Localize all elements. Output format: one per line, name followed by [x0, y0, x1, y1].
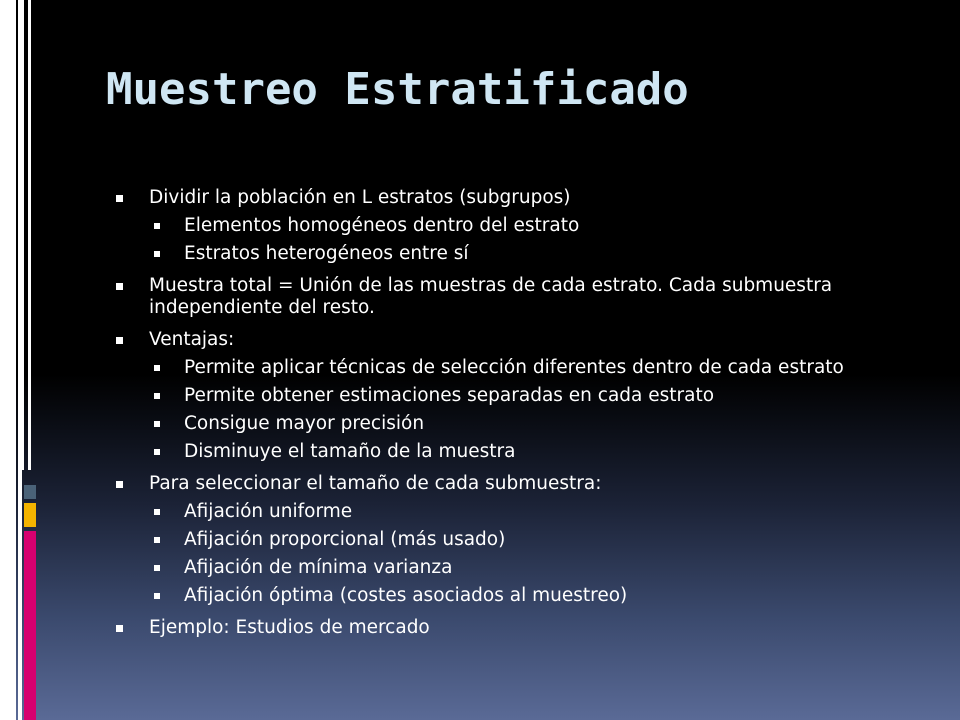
sub-list [149, 357, 904, 463]
sub-list-item-text: Permite obtener estimaciones separadas en cada estrato [184, 385, 715, 406]
hollow-square-bullet-icon [154, 365, 160, 371]
sub-list-item [114, 501, 904, 523]
list-item [114, 473, 904, 607]
left-accent-bar [18, 0, 24, 470]
accent-block-yellow [24, 503, 36, 527]
sub-list [149, 215, 904, 265]
left-accent-bar [0, 0, 16, 470]
sub-list-item [114, 529, 904, 551]
list-item-text: Muestra total = Unión de las muestras de cada estrato. Cada submuestra independiente del resto. [149, 275, 833, 318]
list-item [114, 187, 904, 265]
sub-list-item [114, 357, 904, 379]
sub-list-item [114, 385, 904, 407]
sub-list-item [114, 557, 904, 579]
hollow-square-bullet-icon [154, 251, 160, 257]
sub-list-item-text: Disminuye el tamaño de la muestra [184, 441, 516, 462]
list-item-text: Dividir la población en L estratos (subgrupos) [149, 187, 571, 208]
square-bullet-icon [116, 195, 123, 202]
left-accent-bar [0, 470, 16, 720]
list-item-text: Ventajas: [149, 329, 235, 350]
hollow-square-bullet-icon [154, 537, 160, 543]
slide-body [114, 187, 904, 649]
sub-list-item-text: Permite aplicar técnicas de selección diferentes dentro de cada estrato [184, 357, 844, 378]
hollow-square-bullet-icon [154, 421, 160, 427]
sub-list-item-text: Estratos heterogéneos entre sí [184, 243, 469, 264]
square-bullet-icon [116, 283, 123, 290]
accent-block-teal [24, 485, 36, 499]
square-bullet-icon [116, 481, 123, 488]
list-item [114, 329, 904, 463]
sub-list-item-text: Afijación óptima (costes asociados al muestreo) [184, 585, 628, 606]
square-bullet-icon [116, 625, 123, 632]
sub-list-item-text: Afijación proporcional (más usado) [184, 529, 506, 550]
hollow-square-bullet-icon [154, 449, 160, 455]
hollow-square-bullet-icon [154, 509, 160, 515]
list-item [114, 275, 904, 319]
list-item-text: Para seleccionar el tamaño de cada submuestra: [149, 473, 602, 494]
left-accent-bar [28, 0, 31, 470]
sub-list-item-text: Afijación uniforme [184, 501, 353, 522]
sub-list-item-text: Afijación de mínima varianza [184, 557, 453, 578]
accent-block-pink [24, 531, 36, 720]
hollow-square-bullet-icon [154, 593, 160, 599]
sub-list-item [114, 585, 904, 607]
sub-list-item [114, 243, 904, 265]
sub-list [149, 501, 904, 607]
sub-list-item [114, 441, 904, 463]
list-item-text: Ejemplo: Estudios de mercado [149, 617, 430, 638]
square-bullet-icon [116, 337, 123, 344]
hollow-square-bullet-icon [154, 393, 160, 399]
hollow-square-bullet-icon [154, 223, 160, 229]
sub-list-item-text: Consigue mayor precisión [184, 413, 425, 434]
sub-list-item-text: Elementos homogéneos dentro del estrato [184, 215, 580, 236]
slide-title: Muestreo Estratificado [106, 64, 689, 115]
bullet-list [114, 187, 904, 639]
left-accent-bar [18, 470, 22, 720]
sub-list-item [114, 215, 904, 237]
hollow-square-bullet-icon [154, 565, 160, 571]
sub-list-item [114, 413, 904, 435]
list-item [114, 617, 904, 639]
